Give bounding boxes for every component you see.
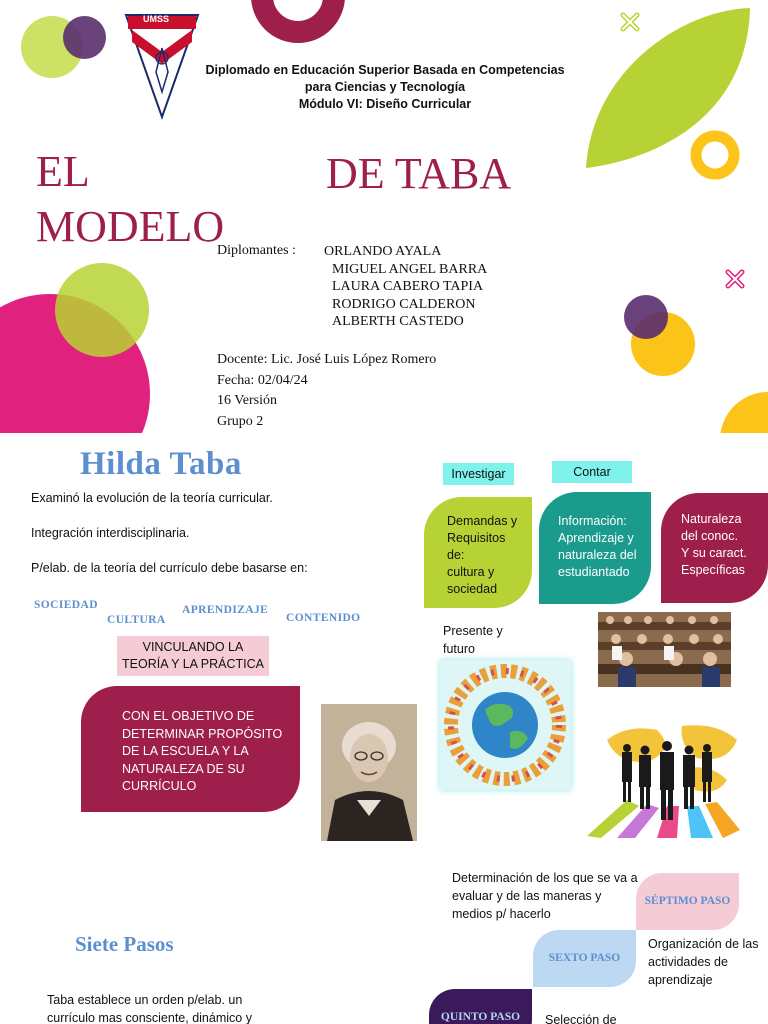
vinculando-line: TEORÍA Y LA PRÁCTICA: [122, 657, 264, 671]
leaf-text-line: Específicas: [681, 563, 745, 577]
hilda-taba-photo: [321, 704, 417, 841]
classroom-photo: [598, 612, 731, 687]
title-el: EL: [36, 147, 90, 196]
leaf-text-line: naturaleza del: [558, 548, 637, 562]
keyword-sociedad: SOCIEDAD: [34, 599, 98, 611]
module-line: Módulo VI: Diseño Curricular: [298, 97, 472, 111]
label-contar: Contar: [552, 461, 632, 483]
presente-futuro-text: [443, 622, 503, 658]
label-investigar: Investigar: [443, 463, 514, 485]
leaf-text-line: Demandas y: [447, 514, 518, 528]
decor-lime-circle-left: [55, 263, 149, 357]
septimo-line: Determinación de los que se va a: [452, 871, 638, 885]
leaf-text-line: sociedad: [447, 582, 498, 596]
siete-pasos-intro: [47, 991, 252, 1024]
title-modelo: MODELO: [36, 202, 225, 251]
sexto-line: Organización de las: [648, 937, 759, 951]
cover-slide: [0, 0, 768, 433]
intro-line: currículo mas consciente, dinámico y: [47, 1011, 252, 1024]
diplomantes-label: Diplomantes :: [217, 243, 296, 258]
diplomantes-list: [324, 243, 487, 331]
objetivo-card: [81, 686, 300, 812]
decor-x-icon-pink: [724, 268, 746, 290]
portrait-icon: [321, 704, 417, 841]
septimo-line: medios p/ hacerlo: [452, 907, 551, 921]
business-people-world-map-image: [587, 720, 740, 838]
leaf-text-line: Aprendizaje y: [558, 531, 634, 545]
leaf-text-line: del conoc.: [681, 529, 738, 543]
presente-line: futuro: [443, 642, 475, 656]
leaf-demandas: [424, 497, 532, 608]
sexto-paso-text: [648, 935, 758, 989]
leaf-text-line: estudiantado: [558, 565, 630, 579]
keyword-cultura: CULTURA: [107, 614, 166, 626]
objetivo-line: DE LA ESCUELA Y LA: [122, 744, 249, 758]
vinculando-line: VINCULANDO LA: [142, 640, 244, 654]
course-title-line: Diplomado en Educación Superior Basada en Competencias: [205, 63, 565, 77]
decor-yellow-half-circle: [720, 392, 768, 433]
objetivo-line: CURRÍCULO: [122, 779, 197, 793]
grupo-line: Grupo 2: [217, 413, 264, 429]
quinto-paso-text: Selección de: [545, 1013, 617, 1024]
business-people-icon: [587, 720, 740, 838]
paragraph-evolucion: Examinó la evolución de la teoría curricular.: [31, 491, 273, 505]
globe-icon: [440, 660, 571, 790]
sexto-line: actividades de: [648, 955, 728, 969]
sexto-line: aprendizaje: [648, 973, 713, 987]
umss-logo-text: UMSS: [143, 14, 170, 24]
decor-purple-circle-topleft: [63, 16, 106, 59]
diplomante-name: LAURA CABERO TAPIA: [332, 279, 484, 294]
leaf-text-line: Y su caract.: [681, 546, 747, 560]
intro-line: Taba establece un orden p/elab. un: [47, 993, 243, 1007]
title-de-taba: DE TABA: [326, 149, 512, 198]
course-subtitle-line: para Ciencias y Tecnología: [304, 80, 466, 94]
globe-children-image: [440, 660, 571, 790]
leaf-text-line: Naturaleza: [681, 512, 742, 526]
diplomante-name: ORLANDO AYALA: [324, 244, 442, 259]
course-header: [190, 62, 580, 113]
course-info: [217, 350, 436, 432]
classroom-icon: [598, 612, 731, 687]
leaf-text-line: cultura y: [447, 565, 495, 579]
decor-maroon-ring: [248, 0, 348, 52]
leaf-text-line: Requisitos: [447, 531, 506, 545]
leaf-text-line: de:: [447, 548, 465, 562]
diplomante-name: MIGUEL ANGEL BARRA: [332, 261, 488, 277]
septimo-paso-text: [452, 869, 638, 923]
quinto-paso-pill: QUINTO PASO: [429, 989, 532, 1024]
presente-line: Presente y: [443, 624, 503, 638]
version-line: 16 Versión: [217, 393, 278, 408]
fecha-line: Fecha: 02/04/24: [217, 372, 308, 388]
docente-line: Docente: Lic. José Luis López Romero: [217, 352, 437, 367]
leaf-informacion: [539, 492, 651, 604]
paragraph-integracion: Integración interdisciplinaria.: [31, 526, 190, 540]
septimo-line: evaluar y de las maneras y: [452, 889, 602, 903]
decor-yellow-ring: [688, 128, 742, 182]
hilda-taba-heading: Hilda Taba: [80, 446, 242, 482]
paragraph-teoria: P/elab. de la teoría del currículo debe basarse en:: [31, 561, 308, 575]
septimo-paso-pill: SÉPTIMO PASO: [636, 873, 739, 930]
objetivo-line: DETERMINAR PROPÓSITO: [122, 726, 283, 741]
siete-pasos-heading: Siete Pasos: [75, 932, 174, 956]
leaf-text-line: Información:: [558, 514, 627, 528]
objetivo-line: CON EL OBJETIVO DE: [122, 709, 255, 723]
vinculando-box: [117, 636, 269, 676]
leaf-naturaleza: [661, 493, 768, 603]
decor-purple-circle-right: [624, 295, 668, 339]
diplomante-name: RODRIGO CALDERON: [332, 296, 476, 312]
diplomante-name: ALBERTH CASTEDO: [332, 314, 464, 329]
objetivo-line: NATURALEZA DE SU: [122, 761, 245, 776]
keyword-contenido: CONTENIDO: [286, 612, 361, 624]
keyword-aprendizaje: APRENDIZAJE: [182, 604, 269, 616]
sexto-paso-pill: SEXTO PASO: [533, 930, 636, 987]
